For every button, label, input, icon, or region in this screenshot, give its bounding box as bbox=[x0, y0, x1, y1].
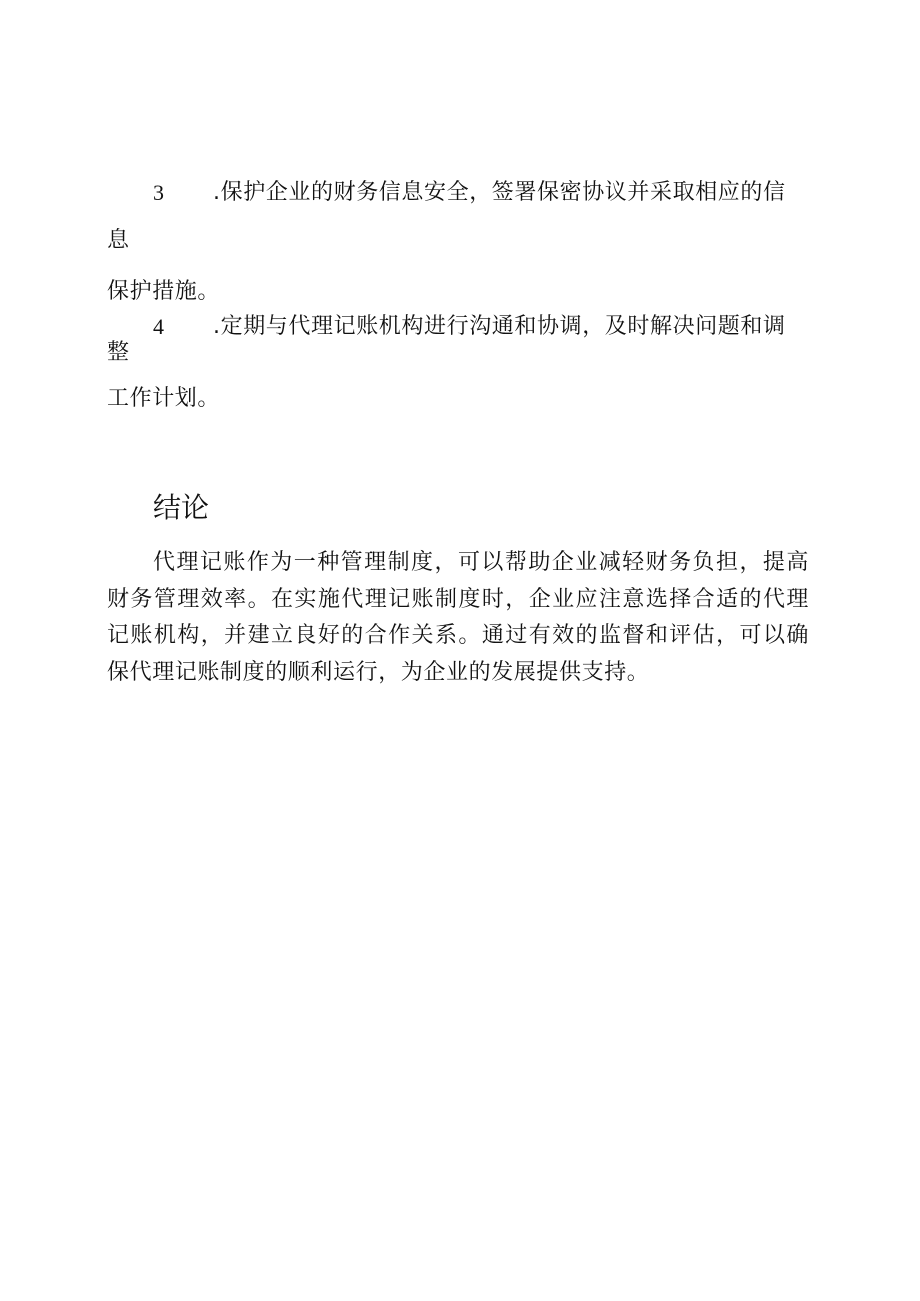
list-item-text-line: 整 bbox=[107, 340, 130, 365]
section-heading: 结论 bbox=[153, 491, 210, 524]
conclusion-paragraph bbox=[107, 545, 809, 691]
list-item-text-line: 保护措施。 bbox=[107, 279, 221, 304]
list-item-number: 3 bbox=[153, 180, 164, 205]
list-item-text-line: 息 bbox=[107, 228, 130, 253]
list-item-text-line: .定期与代理记账机构进行沟通和协调，及时解决问题和调 bbox=[213, 314, 786, 339]
list-item-text-line: .保护企业的财务信息安全，签署保密协议并采取相应的信 bbox=[213, 180, 786, 205]
list-item-text-line: 工作计划。 bbox=[107, 386, 221, 411]
paragraph-line: 代理记账作为一种管理制度，可以帮助企业减轻财务负担，提高 bbox=[153, 550, 809, 575]
list-item-number: 4 bbox=[153, 314, 164, 339]
paragraph-line: 保代理记账制度的顺利运行，为企业的发展提供支持。 bbox=[107, 659, 650, 685]
paragraph-line: 财务管理效率。在实施代理记账制度时，企业应注意选择合适的代理 bbox=[107, 586, 809, 612]
paragraph-line: 记账机构，并建立良好的合作关系。通过有效的监督和评估，可以确 bbox=[107, 623, 809, 648]
